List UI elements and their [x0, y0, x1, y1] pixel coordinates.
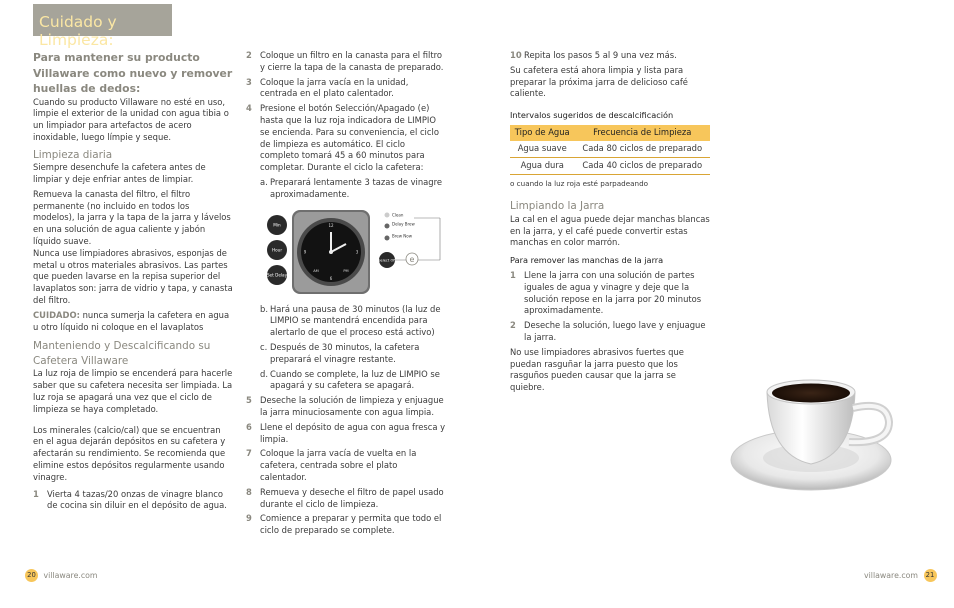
step-text: Comience a preparar y permita que todo el ciclo de preparado se complete. [260, 513, 442, 536]
substep-text: Hará una pausa de 30 minutos (la luz de LIMPIO se mantendrá encendida para alertarlo de que el proceso está activo) [270, 303, 441, 338]
paragraph-daily-1: Siempre desenchufe la cafetera antes de limpiar y deje enfriar antes de limpiar. [33, 162, 206, 184]
am-indicator: AM [313, 268, 319, 273]
step-number: 8 [246, 486, 252, 497]
section-banner [33, 4, 172, 49]
hour-label: Hour [271, 247, 283, 253]
table-cell: Cada 40 ciclos de preparado [574, 157, 710, 174]
clean-indicator [385, 212, 390, 217]
paragraph-daily-2: Remueva la canasta del filtro, el filtro permanente (no incluido en todos los modelos), la jarra y la tapa de la jarra y lávelos en una solución de agua caliente y jabón líquido suave. [33, 188, 231, 246]
substep-letter: a. [260, 176, 268, 187]
table-cell: Agua suave [510, 141, 574, 157]
control-panel-graphic [264, 208, 444, 296]
step-7 [246, 448, 446, 483]
step-number: 9 [246, 513, 252, 524]
step-10 [510, 50, 710, 62]
step-8 [246, 487, 446, 511]
step-1 [33, 489, 233, 513]
step-number: 6 [246, 421, 252, 432]
paragraph-descale-1: La luz roja de limpio se encenderá para hacerle saber que su cafetera necesita ser limpiada. La luz roja se apagará una vez que el ciclo de limpieza se haya completado. [33, 368, 233, 414]
descaling-table [510, 125, 710, 175]
pm-indicator: PM [343, 268, 349, 273]
footer-url-left: villaware.com [43, 570, 98, 580]
paragraph-exterior: Cuando su producto Villaware no esté en uso, limpie el exterior de la unidad con agua tibia o un limpiador para artefactos de acero inoxidable, luego límpie y seque. [33, 96, 229, 142]
heading-daily-cleaning: Limpieza diaria [33, 148, 113, 161]
step-text: Coloque la jarra vacía de vuelta en la cafetera, centrada sobre el plato calentador. [260, 448, 417, 482]
substep-text: Después de 30 minutos, la cafetera preparará el vinagre restante. [270, 341, 420, 364]
footer-left [25, 569, 98, 582]
step-3 [246, 77, 446, 101]
step-2 [246, 50, 446, 74]
step-4 [246, 103, 446, 174]
substep-a [260, 177, 446, 201]
step-text: Llene la jarra con una solución de partes iguales de agua y vinagre y deje que la solución repose en la jarra por 20 minutos aproximadamente. [524, 270, 702, 316]
step-6 [246, 422, 446, 446]
substep-letter: d. [260, 368, 268, 379]
brew-now-label: Brew Now [392, 233, 413, 239]
table-cell: Cada 80 ciclos de preparado [574, 141, 710, 157]
step-number: 1 [33, 488, 39, 499]
clock-9: 9 [303, 249, 307, 255]
jar-step-2 [510, 320, 710, 344]
step-number: 2 [510, 320, 516, 331]
step-number: 10 [510, 50, 522, 60]
table-note: o cuando la luz roja esté parpadeando [510, 178, 649, 188]
callout-e-label: e [409, 254, 415, 264]
caution-note [33, 310, 233, 334]
page-number-left: 20 [25, 569, 38, 582]
clock-3: 3 [355, 249, 359, 255]
coffee-cup-image [729, 360, 909, 560]
step-number: 5 [246, 395, 252, 406]
table-row [510, 141, 710, 157]
delay-brew-indicator [385, 223, 390, 228]
step-text: Vierta 4 tazas/20 onzas de vinagre blanco de cocina sin diluir en el depósito de agua. [47, 488, 227, 511]
substep-c [260, 342, 446, 366]
brew-now-indicator [385, 235, 390, 240]
page-number-right: 21 [924, 569, 937, 582]
jar-step-1 [510, 270, 710, 317]
coffee-surface [772, 384, 850, 403]
step-number: 1 [510, 270, 516, 281]
select-off-label: Select Off [378, 258, 396, 263]
step-5 [246, 395, 446, 419]
step-9 [246, 513, 446, 537]
section-title: Cuidado y Limpieza: [39, 13, 117, 49]
step-number: 4 [246, 103, 252, 114]
table-header-row [510, 125, 710, 141]
clock-12: 12 [328, 222, 334, 228]
table-title: Intervalos sugeridos de descalcificación [510, 110, 674, 121]
substep-d [260, 369, 446, 393]
substep-letter: c. [260, 341, 268, 352]
paragraph-descale-2: Los minerales (calcio/cal) que se encuentran en el agua dejarán depósitos en su cafetera y afectarán su rendimiento. Se recomienda que elimine estos depósitos regularmente usando vinagre. [33, 424, 226, 482]
step-text: Coloque un filtro en la canasta para el filtro y cierre la tapa de la canasta de preparado. [260, 50, 444, 72]
substep-letter: b. [260, 303, 268, 314]
delay-brew-label: Delay Brew [392, 221, 415, 227]
step-text: Llene el depósito de agua con agua fresca y limpia. [260, 421, 446, 444]
step-text: Coloque la jarra vacía en la unidad, centrada en el plato calentador. [260, 76, 409, 99]
min-label: Min [273, 222, 281, 228]
remove-stains-title: Para remover las manchas de la jarra [510, 255, 664, 266]
table-header: Frecuencia de Limpieza [574, 125, 710, 141]
paragraph-jar: La cal en el agua puede dejar manchas blancas en la jarra, y el café puede convertir estas manchas en color marrón. [510, 213, 710, 248]
heading-descaling: Manteniendo y Descalcificando su Cafetera Villaware [33, 340, 211, 367]
heading-cleaning-jar: Limpiando la Jarra [510, 200, 605, 213]
caution-text: nunca sumerja la cafetera en agua u otro líquido ni coloque en el lavaplatos [33, 309, 230, 332]
footer-right [864, 569, 937, 582]
table-row [510, 157, 710, 174]
column-left [33, 50, 233, 515]
step-text: Remueva y deseche el filtro de papel usado durante el ciclo de limpieza. [260, 486, 444, 509]
caution-label: CUIDADO: [33, 309, 80, 320]
table-cell: Agua dura [510, 157, 574, 174]
substep-text: Cuando se complete, la luz de LIMPIO se apagará y su cafetera se apagará. [270, 368, 440, 391]
footer-url-right: villaware.com [864, 570, 919, 580]
step-text: Repita los pasos 5 al 9 una vez más. [524, 50, 677, 60]
step-number: 2 [246, 50, 252, 60]
paragraph-warning: No use limpiadores abrasivos fuertes que puedan rasguñar la jarra puesto que los rasguños pueden causar que la jarra se quiebre. [510, 346, 684, 393]
column-middle [246, 50, 446, 540]
table-header: Tipo de Agua [510, 125, 574, 141]
step-number: 7 [246, 448, 252, 459]
control-panel-illustration [264, 208, 444, 296]
clock-6: 6 [329, 275, 333, 281]
step-text: Presione el botón Selección/Apagado (e) hasta que la luz roja indicadora de LIMPIO se encienda. Para su conveniencia, el ciclo de limpieza es automático. El ciclo completo tomará 45 a 60 minutos para completar. Durante el ciclo la cafetera: [260, 103, 439, 173]
step-text: Deseche la solución de limpieza y enjuague la jarra minuciosamente con agua limpia. [260, 395, 444, 417]
paragraph-ready: Su cafetera está ahora limpia y lista para preparar la próxima jarra de delicioso café caliente. [510, 64, 688, 99]
paragraph-daily-3: Nunca use limpiadores abrasivos, esponjas de metal u otros materiales abrasivos. Las partes que pueden lavarse en la repisa superior del lavaplatos son: jarra de vidrio y tapa, y canasta del filtro. [33, 247, 233, 305]
substep-b [260, 304, 446, 339]
set-delay-label: Set Delay [266, 272, 288, 278]
step-number: 3 [246, 76, 252, 87]
column-right [510, 50, 710, 397]
heading-keep-new: Para mantener su producto Villaware como nuevo y remover huellas de dedos: [33, 51, 233, 95]
substep-text: Preparará lentamente 3 tazas de vinagre aproximadamente. [270, 176, 443, 199]
clean-label: Clean [392, 212, 404, 218]
step-text: Deseche la solución, luego lave y enjuague la jarra. [524, 320, 706, 343]
